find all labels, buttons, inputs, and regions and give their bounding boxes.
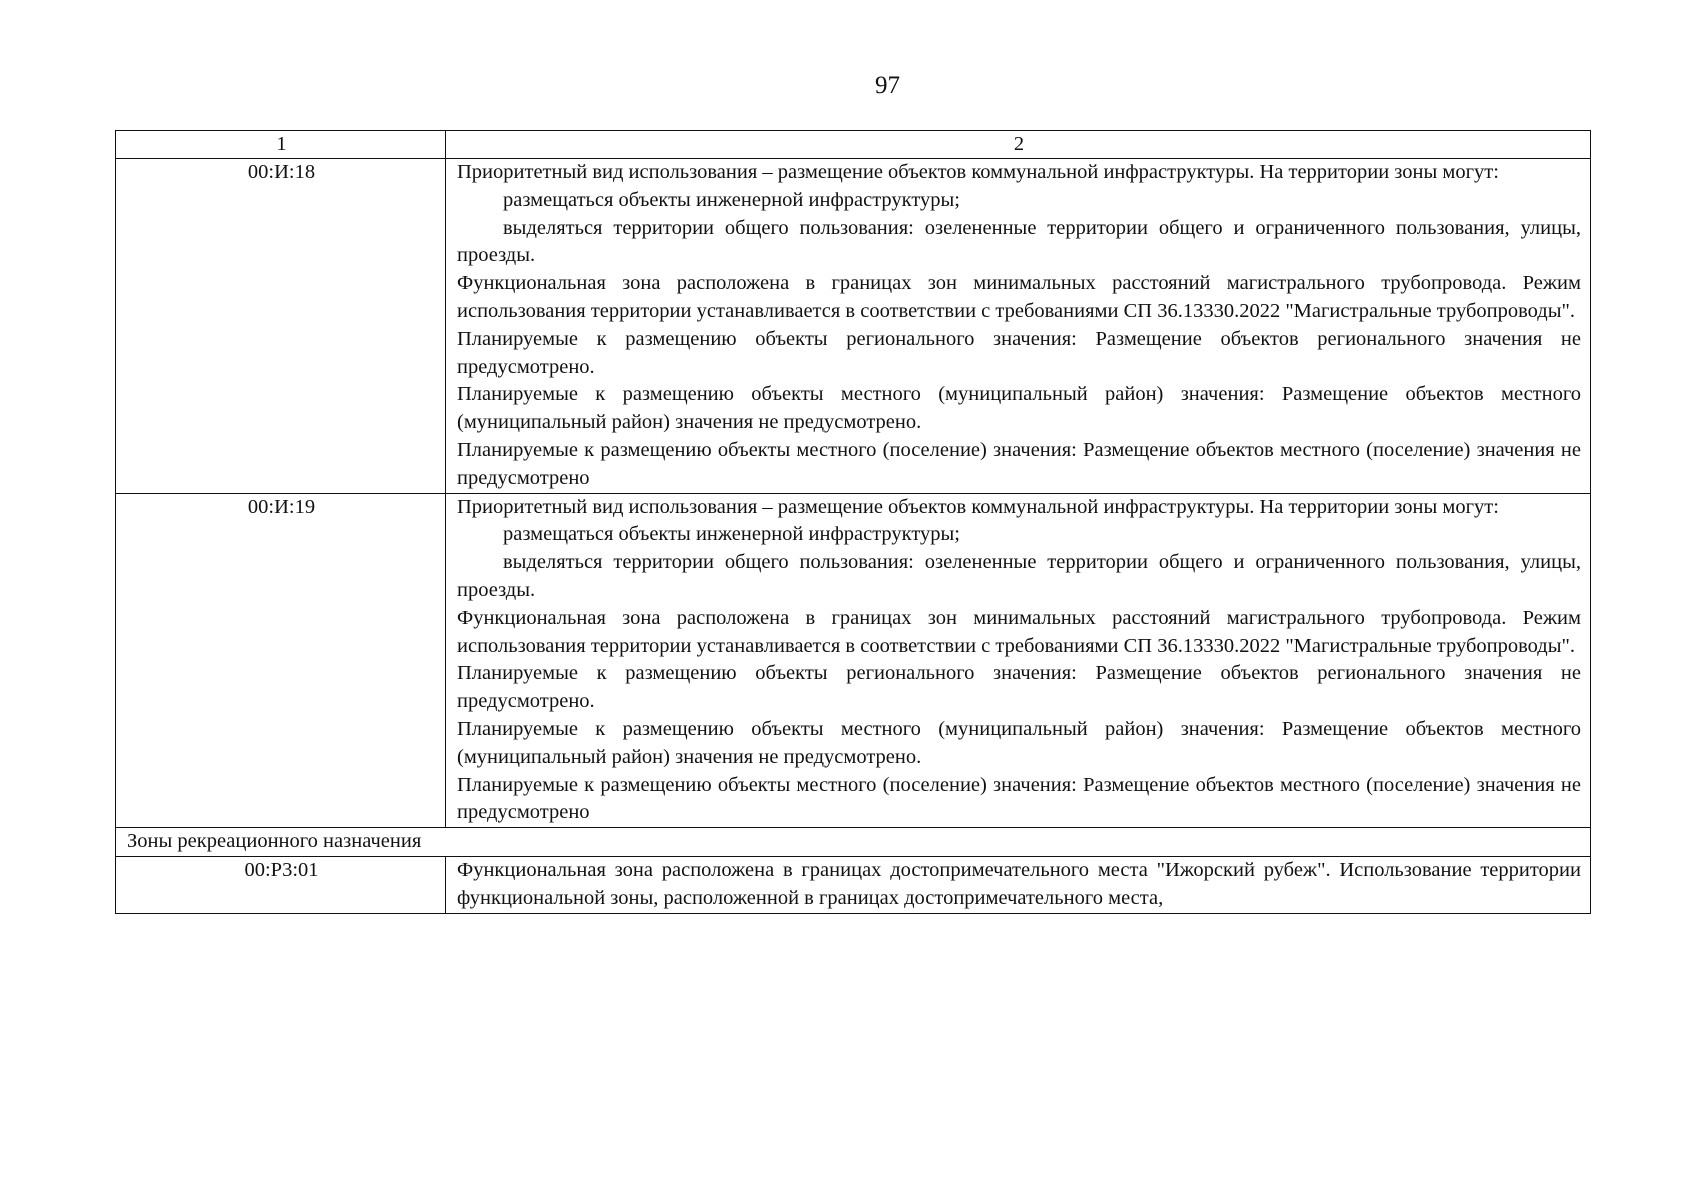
description-paragraph: Функциональная зона расположена в границах зон минимальных расстояний магистрального трубопровода. Режим использования территории устанавливается в соответствии с требованиями СП 36.13330.2022 "Магистральные трубопроводы". [457, 272, 1581, 322]
zone-code: 00:И:18 [116, 159, 446, 494]
table-row [116, 159, 1591, 494]
description-paragraph: Приоритетный вид использования – размещение объектов коммунальной инфраструктуры. На территории зоны могут: [457, 495, 1499, 518]
zones-table [115, 130, 1591, 914]
description-paragraph: Планируемые к размещению объекты регионального значения: Размещение объектов регионального значения не предусмотрено. [457, 327, 1581, 378]
description-paragraph: выделяться территории общего пользования: озелененные территории общего и ограниченного пользования, улицы, проезды. [457, 216, 1581, 267]
description-paragraph: Планируемые к размещению объекты регионального значения: Размещение объектов регионального значения не предусмотрено. [457, 662, 1581, 713]
zone-code: 00:И:19 [116, 493, 446, 828]
section-row [116, 828, 1591, 857]
column-header-1: 1 [116, 131, 446, 159]
column-header-2: 2 [446, 131, 1591, 159]
description-paragraph: Планируемые к размещению объекты местного (муниципальный район) значения: Размещение объектов местного (муниципальный район) значения не предусмотрено. [457, 383, 1581, 434]
description-paragraph: Приоритетный вид использования – размещение объектов коммунальной инфраструктуры. На территории зоны могут: [457, 161, 1499, 183]
table-header-row [116, 131, 1591, 159]
zone-description [446, 493, 1591, 828]
description-paragraph: Планируемые к размещению объекты местного (поселение) значения: Размещение объектов местного (поселение) значения не предусмотрено [457, 438, 1581, 489]
description-paragraph: Функциональная зона расположена в границах достопримечательного места "Ижорский рубеж". Использование территории функциональной зоны, расположенной в границах достопримечательного места, [457, 858, 1581, 909]
section-title: Зоны рекреационного назначения [116, 828, 1591, 857]
page-number: 97 [875, 72, 900, 99]
zone-code: 00:Р3:01 [116, 856, 446, 913]
description-paragraph: выделяться территории общего пользования: озелененные территории общего и ограниченного пользования, улицы, проезды. [457, 551, 1581, 601]
description-paragraph: Планируемые к размещению объекты местного (поселение) значения: Размещение объектов местного (поселение) значения не предусмотрено [457, 773, 1581, 824]
description-paragraph: размещаться объекты инженерной инфраструктуры; [503, 188, 960, 211]
zone-description [446, 159, 1591, 494]
description-paragraph: Планируемые к размещению объекты местного (муниципальный район) значения: Размещение объектов местного (муниципальный район) значения не предусмотрено. [457, 717, 1581, 768]
zone-description [446, 856, 1591, 913]
table-row [116, 856, 1591, 913]
description-paragraph: Функциональная зона расположена в границах зон минимальных расстояний магистрального трубопровода. Режим использования территории устанавливается в соответствии с требованиями СП 36.13330.2022 "Магистральные трубопроводы". [457, 606, 1581, 657]
table-row [116, 493, 1591, 828]
description-paragraph: размещаться объекты инженерной инфраструктуры; [503, 523, 960, 546]
